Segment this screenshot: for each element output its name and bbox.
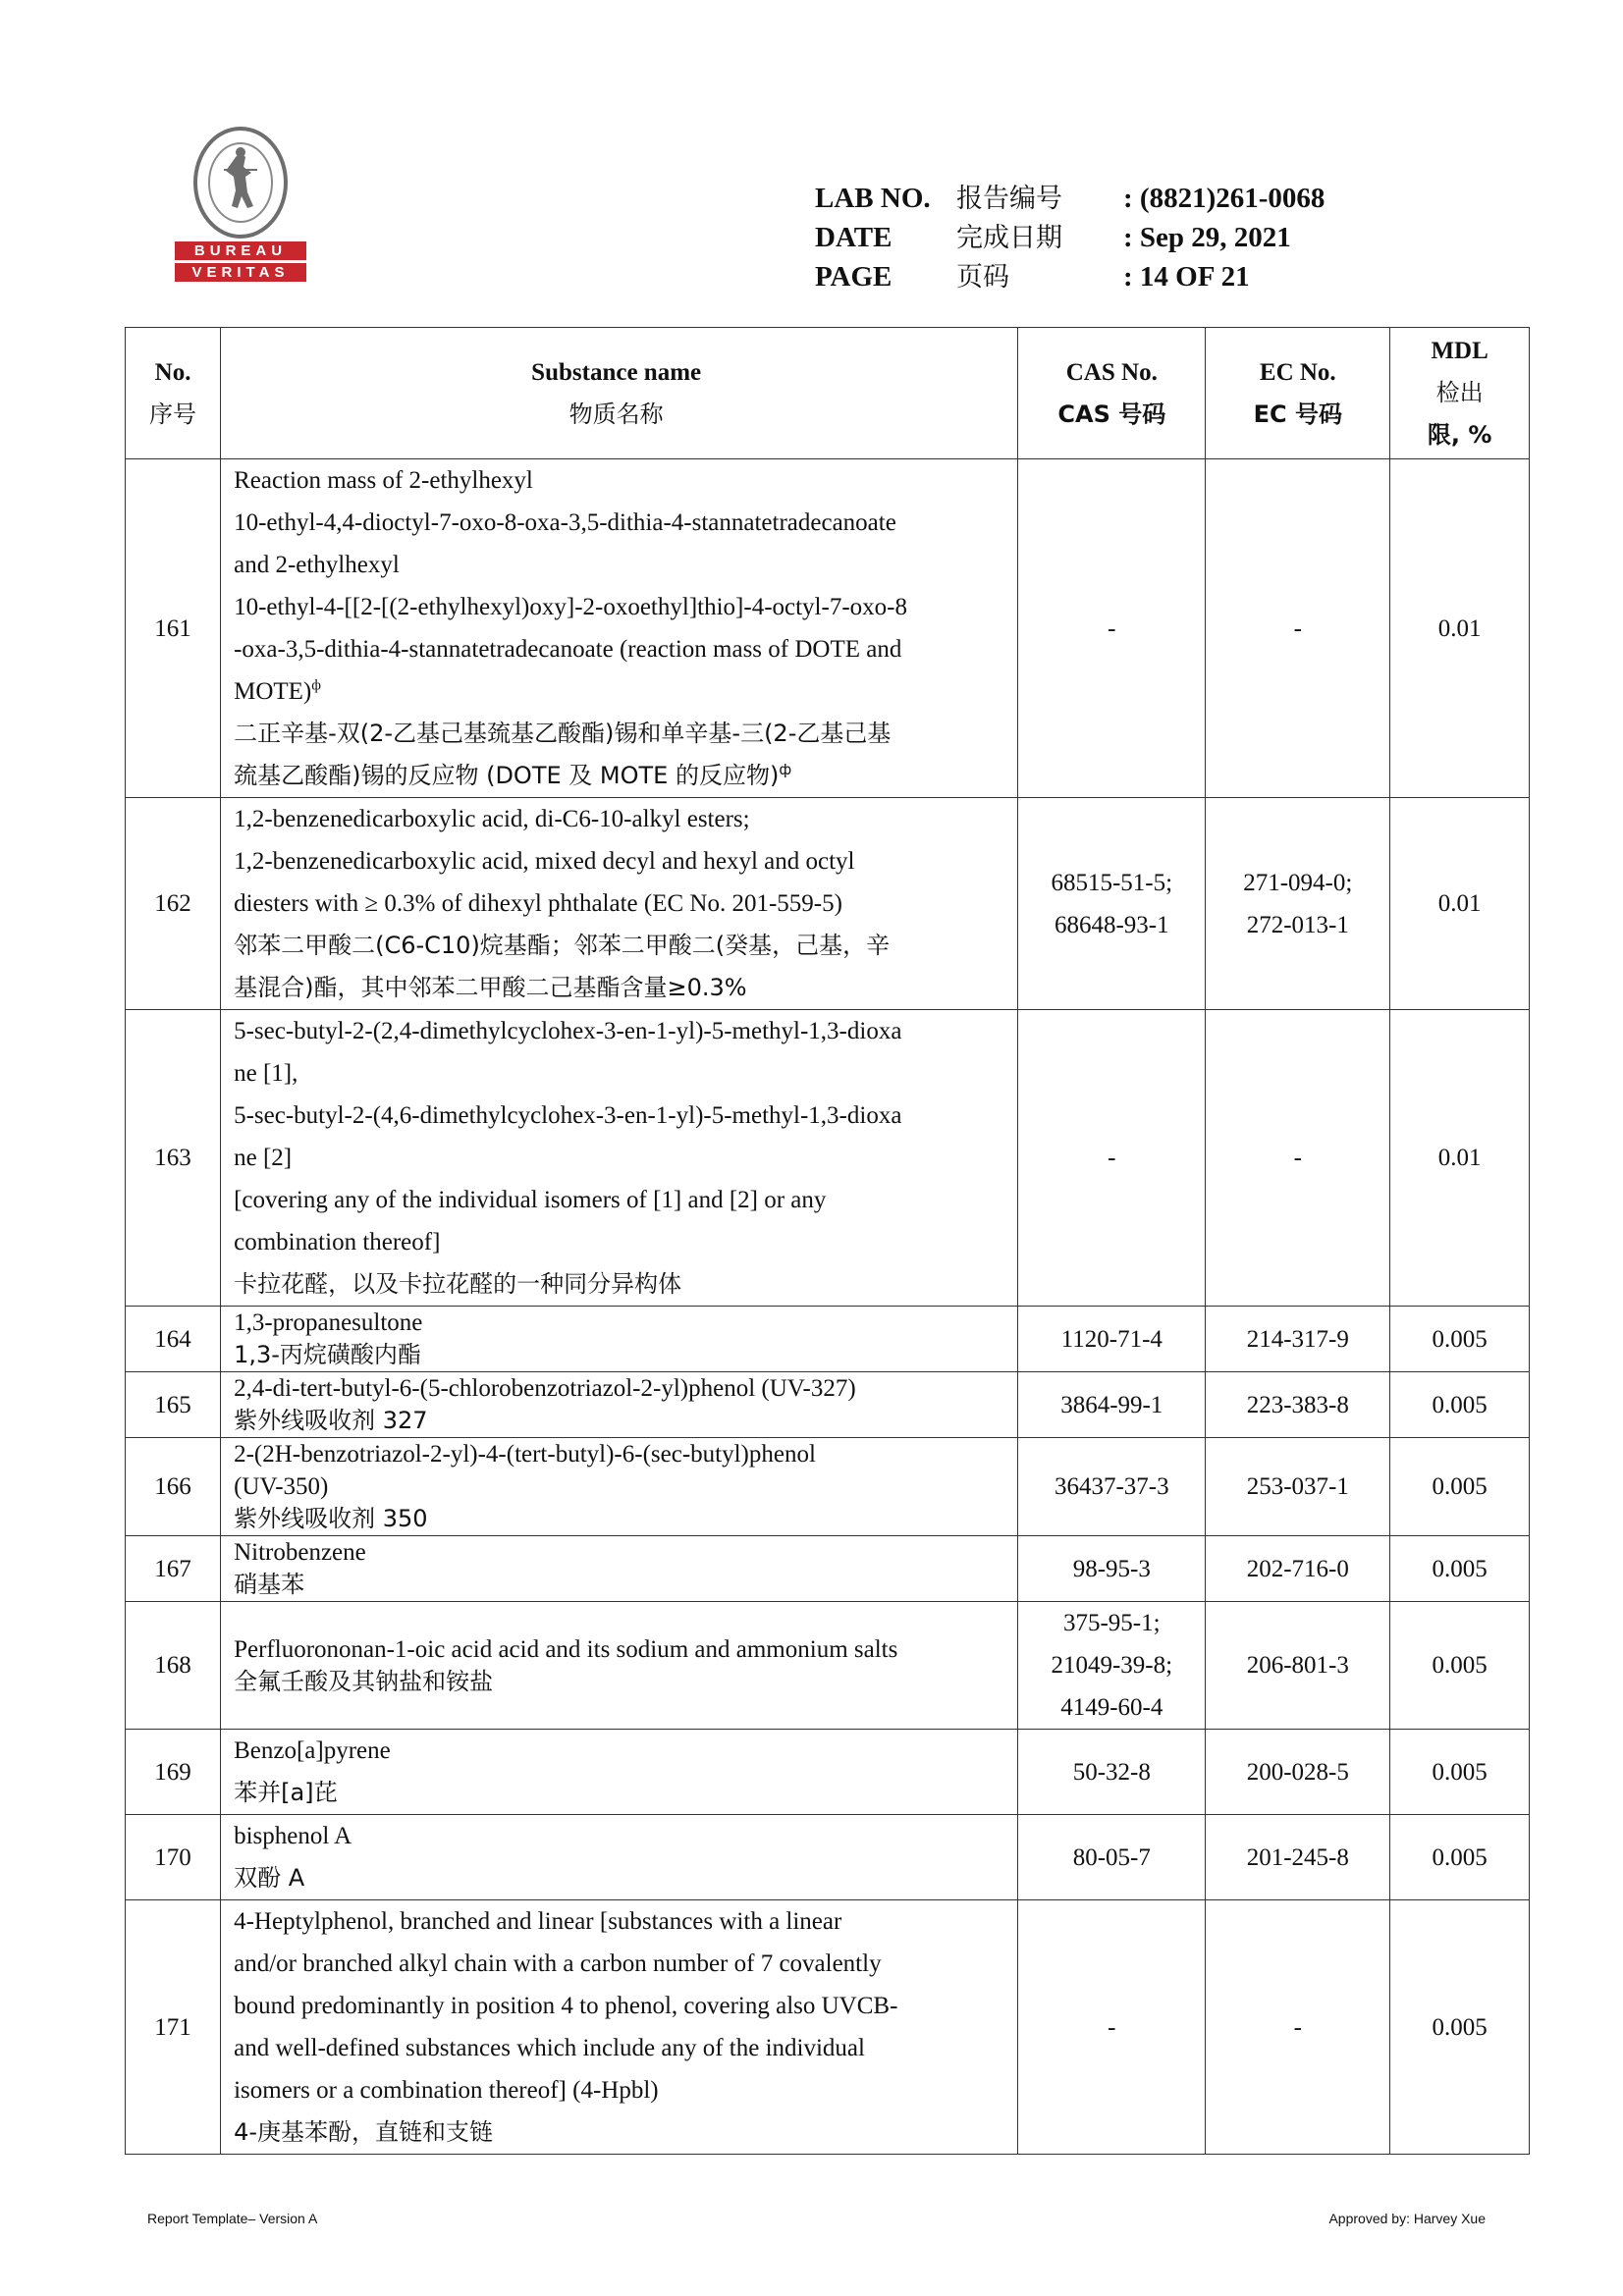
- bureau-veritas-logo: [175, 126, 306, 288]
- substance-name-cell: [221, 1815, 1018, 1900]
- substance-name-en-text: -oxa-3,5-dithia-4-stannatetradecanoate (reaction mass of DOTE and: [234, 636, 902, 663]
- lab-no-label-cn: 报告编号: [956, 184, 1062, 214]
- substance-name-cn-text: 硝基苯: [234, 1571, 305, 1598]
- cas-number: -: [1108, 1145, 1116, 1171]
- substance-name-en-line: [234, 628, 1011, 670]
- lab-no-value: : (8821)261-0068: [1123, 183, 1325, 214]
- substance-name-en-line: [234, 1052, 1011, 1095]
- substance-name-en-line: [234, 1137, 1011, 1179]
- mdl-value: 0.005: [1390, 1730, 1530, 1815]
- substance-name-en-line: [234, 459, 1011, 502]
- substance-name-en-line: [234, 1985, 1011, 2027]
- cas-number: 68648-93-1: [1054, 911, 1169, 938]
- header-no: [126, 328, 221, 459]
- header-no-en: No.: [154, 358, 191, 386]
- mdl-value: 0.01: [1390, 459, 1530, 798]
- substance-name-cell: [221, 1307, 1018, 1372]
- substance-name-en-text: 1,2-benzenedicarboxylic acid, di-C6-10-alkyl esters;: [234, 806, 750, 832]
- ec-number-cell: [1206, 1438, 1390, 1536]
- substance-name-cn-line: [234, 1569, 1011, 1601]
- mdl-value: 0.01: [1390, 798, 1530, 1010]
- mdl-value: 0.005: [1390, 1438, 1530, 1536]
- header-cas-cn: CAS 号码: [1057, 400, 1166, 428]
- ec-number-cell: [1206, 798, 1390, 1010]
- mdl-value: 0.005: [1390, 1602, 1530, 1730]
- substance-name-cn-text: 全氟壬酸及其钠盐和铵盐: [234, 1667, 494, 1695]
- row-number: 169: [126, 1730, 221, 1815]
- header-cas: [1018, 328, 1206, 459]
- footnote-marker: ф: [311, 677, 321, 694]
- substance-name-cn-line: [234, 925, 1011, 967]
- substance-table: [125, 327, 1530, 2155]
- date-label-cn: 完成日期: [956, 223, 1062, 253]
- header-no-cn: 序号: [149, 400, 197, 428]
- cas-number: 375-95-1;: [1062, 1610, 1161, 1636]
- substance-name-en-line: [234, 1943, 1011, 1985]
- substance-name-cn-text: 巯基乙酸酯)锡的反应物 (DOTE 及 MOTE 的反应物): [234, 762, 780, 789]
- substance-name-cn-line: [234, 713, 1011, 755]
- cas-number-cell: [1018, 1730, 1206, 1815]
- substance-name-cn-text: 基混合)酯，其中邻苯二甲酸二己基酯含量≥0.3%: [234, 974, 747, 1001]
- cas-number-cell: [1018, 1536, 1206, 1602]
- table-row: [126, 1536, 1530, 1602]
- logo-word-bureau: BUREAU: [175, 241, 306, 260]
- substance-name-en-text: 1,2-benzenedicarboxylic acid, mixed decyl and hexyl and octyl: [234, 848, 855, 875]
- substance-name-cell: [221, 1900, 1018, 2155]
- substance-name-en-text: 5-sec-butyl-2-(4,6-dimethylcyclohex-3-en-1-yl)-5-methyl-1,3-dioxa: [234, 1102, 902, 1129]
- substance-name-cn-line: [234, 1405, 1011, 1437]
- header-ec-cn: EC 号码: [1253, 400, 1342, 428]
- mdl-value: 0.005: [1390, 1307, 1530, 1372]
- substance-name-en-text: 2-(2H-benzotriazol-2-yl)-4-(tert-butyl)-6-(sec-butyl)phenol: [234, 1441, 816, 1468]
- substance-name-en-text: ne [2]: [234, 1145, 293, 1171]
- date-value: : Sep 29, 2021: [1123, 222, 1291, 253]
- substance-name-cn-text: 双酚 A: [234, 1864, 305, 1892]
- substance-name-en-text: and/or branched alkyl chain with a carbon number of 7 covalently: [234, 1950, 882, 1977]
- cas-number: 3864-99-1: [1060, 1391, 1163, 1418]
- table-row: [126, 1307, 1530, 1372]
- substance-name-cn-text: 1,3-丙烷磺酸内酯: [234, 1341, 421, 1368]
- substance-name-en-text: Perfluorononan-1-oic acid acid and its sodium and ammonium salts: [234, 1635, 898, 1663]
- substance-name-en-line: [234, 670, 1011, 713]
- substance-name-en-line: [234, 1900, 1011, 1943]
- ec-number-cell: [1206, 1815, 1390, 1900]
- substance-name-cn-text: 二正辛基-双(2-乙基己基巯基乙酸酯)锡和单辛基-三(2-乙基己基: [234, 720, 892, 747]
- substance-name-en-text: isomers or a combination thereof] (4-Hpbl): [234, 2077, 659, 2104]
- substance-name-cn-line: [234, 1503, 1011, 1535]
- substance-name-en-text: Benzo[a]pyrene: [234, 1737, 391, 1764]
- substance-name-en-text: 10-ethyl-4,4-dioctyl-7-oxo-8-oxa-3,5-dithia-4-stannatetradecanoate: [234, 509, 896, 536]
- ec-number: 201-245-8: [1246, 1843, 1349, 1871]
- substance-name-cell: [221, 1602, 1018, 1730]
- page-value: : 14 OF 21: [1123, 261, 1250, 293]
- cas-number-cell: [1018, 1438, 1206, 1536]
- header-mdl-cn: 检出: [1435, 379, 1484, 406]
- substance-name-en-line: [234, 1179, 1011, 1221]
- ec-number-cell: [1206, 1010, 1390, 1307]
- cas-number: 50-32-8: [1072, 1758, 1151, 1786]
- ec-number: -: [1293, 614, 1302, 642]
- ec-number-cell: [1206, 1900, 1390, 2155]
- substance-name-cell: [221, 1372, 1018, 1438]
- page-label-cn: 页码: [956, 262, 1009, 293]
- header-mdl-unit: 限, %: [1427, 421, 1492, 449]
- substance-name-en-line: [234, 502, 1011, 544]
- substance-name-cn-text: 紫外线吸收剂 350: [234, 1505, 428, 1532]
- cas-number-cell: [1018, 1815, 1206, 1900]
- ec-number: 223-383-8: [1246, 1391, 1349, 1418]
- ec-number: -: [1293, 1145, 1302, 1171]
- lab-no-row: [815, 179, 1325, 218]
- row-number: 171: [126, 1900, 221, 2155]
- substance-name-en-text: Nitrobenzene: [234, 1539, 366, 1566]
- row-number: 162: [126, 798, 221, 1010]
- page-label: PAGE: [815, 261, 893, 293]
- cas-number: 98-95-3: [1072, 1555, 1151, 1582]
- cas-number: 21049-39-8;: [1051, 1652, 1173, 1679]
- substance-name-cn-line: [234, 967, 1011, 1009]
- row-number: 164: [126, 1307, 221, 1372]
- substance-name-cell: [221, 1536, 1018, 1602]
- substance-name-en-text: and well-defined substances which include any of the individual: [234, 2035, 865, 2061]
- substance-name-cell: [221, 798, 1018, 1010]
- substance-name-en-text: (UV-350): [234, 1473, 329, 1500]
- table-row: [126, 1602, 1530, 1730]
- table-row: [126, 798, 1530, 1010]
- substance-name-en-text: [covering any of the individual isomers of [1] and [2] or any: [234, 1187, 827, 1213]
- substance-name-en-line: [234, 798, 1011, 840]
- report-header: [815, 179, 1325, 296]
- substance-name-en-line: [234, 1221, 1011, 1263]
- cas-number-cell: [1018, 459, 1206, 798]
- logo-word-veritas: VERITAS: [175, 263, 306, 282]
- ec-number: 272-013-1: [1246, 911, 1349, 938]
- substance-name-en-line: [234, 2027, 1011, 2069]
- cas-number: 1120-71-4: [1060, 1325, 1163, 1353]
- substance-name-en-text: bound predominantly in position 4 to phenol, covering also UVCB-: [234, 1993, 898, 2019]
- lab-no-label: LAB NO.: [815, 183, 931, 214]
- ec-number: 253-037-1: [1246, 1473, 1349, 1500]
- table-row: [126, 1730, 1530, 1815]
- row-number: 166: [126, 1438, 221, 1536]
- cas-number: 68515-51-5;: [1051, 869, 1173, 896]
- substance-name-en-text: and 2-ethylhexyl: [234, 552, 400, 578]
- substance-name-cn-line: [234, 1666, 1011, 1698]
- substance-name-en-text: 5-sec-butyl-2-(2,4-dimethylcyclohex-3-en-1-yl)-5-methyl-1,3-dioxa: [234, 1018, 902, 1044]
- mdl-value: 0.005: [1390, 1536, 1530, 1602]
- substance-name-en-line: [234, 882, 1011, 925]
- substance-name-en-text: 10-ethyl-4-[[2-[(2-ethylhexyl)oxy]-2-oxoethyl]thio]-4-octyl-7-oxo-8: [234, 594, 907, 620]
- ec-number-cell: [1206, 1307, 1390, 1372]
- table-row: [126, 1900, 1530, 2155]
- table-row: [126, 1438, 1530, 1536]
- mdl-value: 0.005: [1390, 1372, 1530, 1438]
- cas-number-cell: [1018, 1372, 1206, 1438]
- substance-name-en-text: 2,4-di-tert-butyl-6-(5-chlorobenzotriazol-2-yl)phenol (UV-327): [234, 1375, 856, 1402]
- ec-number-cell: [1206, 1730, 1390, 1815]
- cas-number: 80-05-7: [1072, 1843, 1151, 1871]
- footer-approved-by: Approved by: Harvey Xue: [1328, 2211, 1486, 2226]
- ec-number-cell: [1206, 1602, 1390, 1730]
- substance-name-en-text: bisphenol A: [234, 1823, 352, 1849]
- substance-name-cn-text: 4-庚基苯酚，直链和支链: [234, 2118, 494, 2146]
- substance-name-cn-text: 卡拉花醛，以及卡拉花醛的一种同分异构体: [234, 1270, 682, 1298]
- ec-number: -: [1293, 2013, 1302, 2041]
- substance-name-en-line: [234, 1815, 1011, 1857]
- substance-name-cn-line: [234, 1263, 1011, 1306]
- substance-name-en-line: [234, 1730, 1011, 1772]
- substance-name-cn-text: 紫外线吸收剂 327: [234, 1407, 428, 1434]
- substance-name-cn-text: 邻苯二甲酸二(C6-C10)烷基酯；邻苯二甲酸二(癸基，己基，辛: [234, 932, 891, 959]
- cas-number: -: [1108, 614, 1116, 642]
- footer-template-version: Report Template– Version A: [147, 2211, 318, 2226]
- cas-number-cell: [1018, 1900, 1206, 2155]
- header-substance-name: [221, 328, 1018, 459]
- substance-name-en-line: [234, 1438, 1011, 1470]
- ec-number: 202-716-0: [1246, 1555, 1349, 1582]
- substance-name-cn-line: [234, 1857, 1011, 1899]
- mdl-value: 0.005: [1390, 1900, 1530, 2155]
- substance-name-en-line: [234, 1633, 1011, 1666]
- substance-name-en-line: [234, 1372, 1011, 1405]
- substance-name-en-line: [234, 586, 1011, 628]
- ec-number-cell: [1206, 1372, 1390, 1438]
- substance-name-en-text: 4-Heptylphenol, branched and linear [substances with a linear: [234, 1908, 842, 1935]
- header-mdl: [1390, 328, 1530, 459]
- cas-number-cell: [1018, 1010, 1206, 1307]
- table-row: [126, 1372, 1530, 1438]
- substance-name-en-line: [234, 1470, 1011, 1503]
- header-name-cn: 物质名称: [568, 400, 664, 428]
- row-number: 161: [126, 459, 221, 798]
- substance-name-cn-line: [234, 1772, 1011, 1814]
- row-number: 170: [126, 1815, 221, 1900]
- cas-number: 4149-60-4: [1060, 1694, 1163, 1721]
- cas-number-cell: [1018, 1307, 1206, 1372]
- row-number: 163: [126, 1010, 221, 1307]
- table-row: [126, 459, 1530, 798]
- ec-number: 206-801-3: [1246, 1652, 1349, 1679]
- substance-name-cn-line: [234, 755, 1011, 797]
- substance-name-en-text: ne [1],: [234, 1060, 298, 1087]
- substance-name-en-line: [234, 544, 1011, 586]
- ec-number: 271-094-0;: [1243, 869, 1353, 896]
- cas-number: 36437-37-3: [1054, 1473, 1169, 1500]
- substance-name-en-text: combination thereof]: [234, 1229, 441, 1255]
- header-mdl-en: MDL: [1431, 338, 1488, 364]
- substance-name-en-line: [234, 2069, 1011, 2111]
- substance-name-en-line: [234, 1307, 1011, 1339]
- table-body: [126, 459, 1530, 2155]
- substance-name-cell: [221, 1010, 1018, 1307]
- substance-name-en-line: [234, 840, 1011, 882]
- row-number: 165: [126, 1372, 221, 1438]
- substance-name-en-text: diesters with ≥ 0.3% of dihexyl phthalate (EC No. 201-559-5): [234, 890, 842, 917]
- footnote-marker: ф: [779, 761, 792, 778]
- cas-number-cell: [1018, 798, 1206, 1010]
- mdl-value: 0.01: [1390, 1010, 1530, 1307]
- logo-emblem-icon: [175, 126, 306, 241]
- substance-name-en-text: 1,3-propanesultone: [234, 1309, 423, 1336]
- header-cas-en: CAS No.: [1065, 358, 1158, 386]
- cas-number-cell: [1018, 1602, 1206, 1730]
- ec-number: 200-028-5: [1246, 1758, 1349, 1786]
- header-ec-en: EC No.: [1259, 358, 1336, 386]
- header-name-en: Substance name: [531, 358, 702, 386]
- substance-name-en-text: Reaction mass of 2-ethylhexyl: [234, 467, 533, 494]
- substance-name-cn-line: [234, 1339, 1011, 1371]
- row-number: 168: [126, 1602, 221, 1730]
- header-ec: [1206, 328, 1390, 459]
- substance-name-en-line: [234, 1536, 1011, 1569]
- substance-name-cell: [221, 1438, 1018, 1536]
- row-number: 167: [126, 1536, 221, 1602]
- date-label: DATE: [815, 222, 893, 253]
- cas-number: -: [1108, 2013, 1116, 2041]
- ec-number: 214-317-9: [1246, 1325, 1349, 1353]
- substance-name-cn-line: [234, 2111, 1011, 2154]
- ec-number-cell: [1206, 1536, 1390, 1602]
- substance-name-cn-text: 苯并[a]芘: [234, 1779, 338, 1806]
- table-row: [126, 1815, 1530, 1900]
- substance-name-cell: [221, 459, 1018, 798]
- table-header-row: [126, 328, 1530, 459]
- date-row: [815, 218, 1325, 257]
- substance-name-en-text: MOTE): [234, 678, 312, 705]
- page-row: [815, 257, 1325, 296]
- substance-name-cell: [221, 1730, 1018, 1815]
- mdl-value: 0.005: [1390, 1815, 1530, 1900]
- ec-number-cell: [1206, 459, 1390, 798]
- table-row: [126, 1010, 1530, 1307]
- substance-name-en-line: [234, 1010, 1011, 1052]
- substance-name-en-line: [234, 1095, 1011, 1137]
